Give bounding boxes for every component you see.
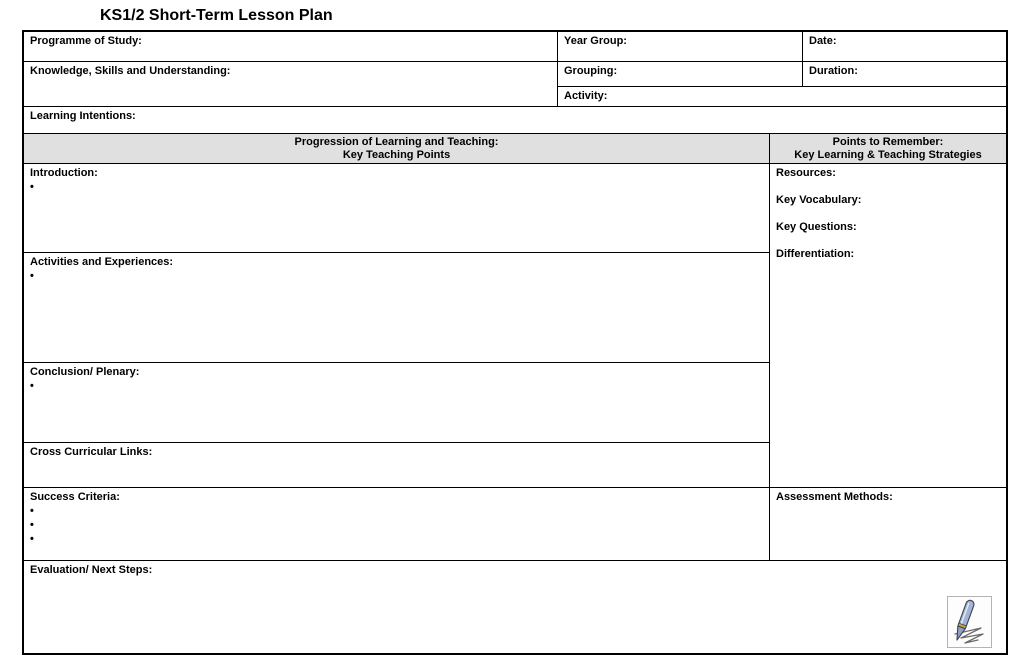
assessment-methods-label: Assessment Methods:: [776, 491, 893, 503]
grouping-cell[interactable]: [558, 62, 803, 86]
conclusion-bullet: •: [30, 380, 34, 392]
duration-cell[interactable]: [803, 62, 1006, 86]
top-right-column: [558, 32, 1006, 106]
cross-curricular-label: Cross Curricular Links:: [30, 446, 153, 458]
learning-intentions-label: Learning Intentions:: [30, 110, 136, 122]
activities-label: Activities and Experiences:: [30, 256, 174, 268]
introduction-bullet: •: [30, 181, 34, 193]
evaluation-label: Evaluation/ Next Steps:: [30, 564, 153, 576]
programme-of-study-cell[interactable]: [24, 32, 557, 62]
page-title: KS1/2 Short-Term Lesson Plan: [100, 7, 333, 24]
progression-header: [24, 134, 770, 163]
points-header-line1: Points to Remember:: [832, 135, 944, 148]
pen-writing-icon: [949, 598, 990, 646]
body-section: [24, 164, 1006, 561]
points-to-remember-header: [770, 134, 1006, 163]
resources-label: Resources:: [776, 167, 836, 179]
pen-image-box: [947, 596, 992, 648]
year-group-label: Year Group:: [564, 35, 627, 47]
date-cell[interactable]: [803, 32, 1006, 61]
knowledge-skills-label: Knowledge, Skills and Understanding:: [30, 65, 231, 77]
grouping-label: Grouping:: [564, 65, 618, 77]
progression-header-line2: Key Teaching Points: [342, 148, 451, 161]
differentiation-label: Differentiation:: [776, 248, 855, 260]
year-group-date-row: [558, 32, 1006, 62]
points-header-line2: Key Learning & Teaching Strategies: [794, 148, 982, 161]
introduction-cell[interactable]: [24, 164, 769, 253]
year-group-cell[interactable]: [558, 32, 803, 61]
points-to-remember-cell[interactable]: [770, 164, 1006, 488]
date-label: Date:: [809, 35, 837, 47]
success-criteria-label: Success Criteria:: [30, 491, 120, 503]
conclusion-label: Conclusion/ Plenary:: [30, 366, 140, 378]
success-criteria-cell[interactable]: [24, 488, 769, 560]
activities-bullet: •: [30, 270, 34, 282]
programme-of-study-label: Programme of Study:: [30, 35, 142, 47]
key-vocabulary-label: Key Vocabulary:: [776, 194, 862, 206]
activity-label: Activity:: [564, 90, 608, 102]
activity-cell[interactable]: [558, 87, 1006, 106]
grouping-duration-row: [558, 62, 1006, 87]
evaluation-cell[interactable]: [24, 561, 1006, 653]
lesson-plan-table: [22, 30, 1008, 655]
success-bullet-1: •: [30, 505, 34, 517]
top-section: [24, 32, 1006, 107]
introduction-label: Introduction:: [30, 167, 98, 179]
side-column: [770, 164, 1006, 560]
conclusion-cell[interactable]: [24, 363, 769, 443]
success-bullet-3: •: [30, 533, 34, 545]
main-column: [24, 164, 770, 560]
activities-cell[interactable]: [24, 253, 769, 363]
column-header-row: [24, 134, 1006, 164]
success-bullet-2: •: [30, 519, 34, 531]
learning-intentions-cell[interactable]: [24, 107, 1006, 134]
assessment-methods-cell[interactable]: [770, 488, 1006, 560]
cross-curricular-cell[interactable]: [24, 443, 769, 488]
progression-header-line1: Progression of Learning and Teaching:: [294, 135, 499, 148]
key-questions-label: Key Questions:: [776, 221, 857, 233]
knowledge-skills-cell[interactable]: [24, 62, 557, 106]
top-left-column: [24, 32, 558, 106]
duration-label: Duration:: [809, 65, 858, 77]
